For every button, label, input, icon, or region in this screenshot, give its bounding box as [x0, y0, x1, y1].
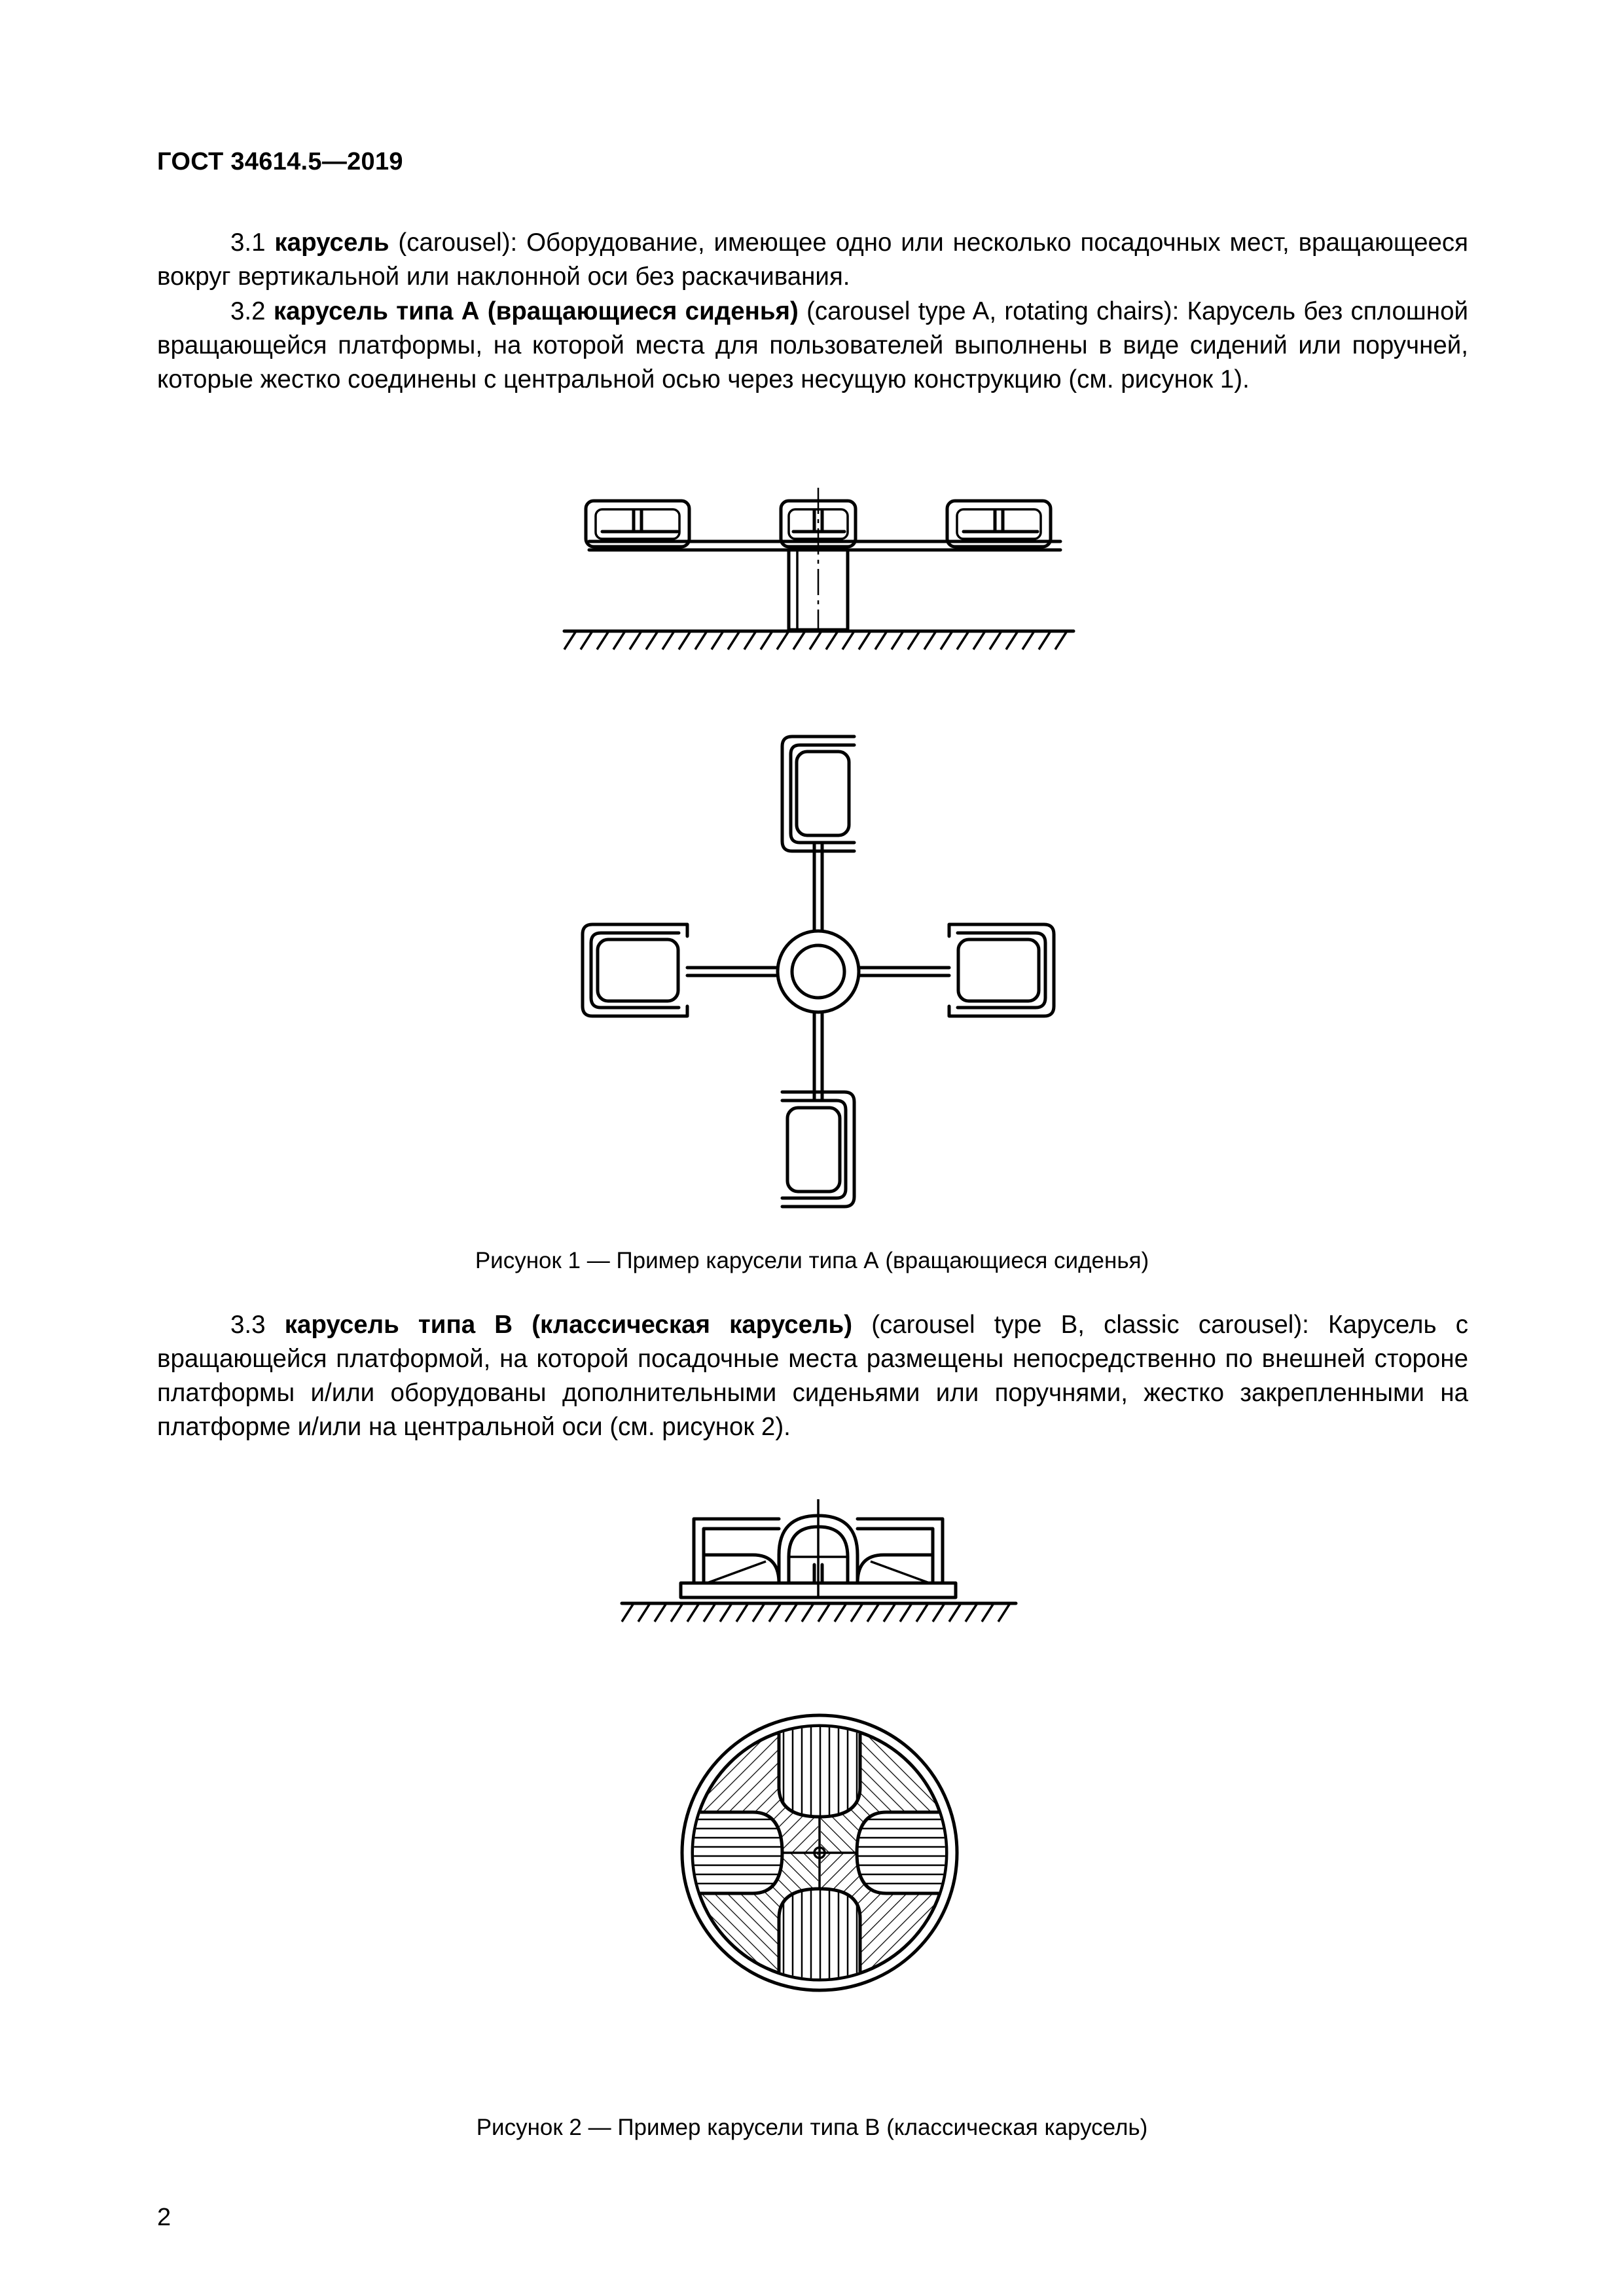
clause-number: 3.2: [230, 297, 266, 325]
figure-2-plan-view: [681, 1715, 958, 1990]
document-header: ГОСТ 34614.5—2019: [157, 148, 403, 175]
page-number: 2: [157, 2204, 171, 2231]
definition-text: (carousel): Оборудование, имеющее одно или несколько посадочных мест, вращающееся вокруг вертикальной или наклонной оси без раскачивания.: [157, 228, 1468, 291]
figure-2-side-view: [622, 1499, 1016, 1622]
figure-1-caption: Рисунок 1 — Пример карусели типа А (вращающиеся сиденья): [475, 1248, 1149, 1273]
figure-2-caption: Рисунок 2 — Пример карусели типа В (классическая карусель): [476, 2115, 1148, 2140]
term: карусель типа А (вращающиеся сиденья): [273, 297, 799, 325]
term: карусель: [274, 228, 389, 257]
clause-number: 3.1: [230, 228, 266, 257]
figure-1-plan-view: [583, 737, 1054, 1207]
definition-text: (carousel type B, classic carousel): Карусель с вращающейся платформой, на которой посадочные места размещены непосредственно по внешней стороне платформы и/или оборудованы дополнительными сиденьями или поручнями, жестко закрепленными на платформе и/или на центральной оси (см. рисунок 2).: [157, 1311, 1468, 1441]
term: карусель типа В (классическая карусель): [284, 1311, 853, 1339]
definition-text: (carousel type A, rotating chairs): Карусель без сплошной вращающейся платформы, на которой места для пользователей выполнены в виде сидений или поручней, которые жестко соединены с центральной осью через несущую конструкцию (см. рисунок 1).: [157, 297, 1468, 393]
clause-number: 3.3: [230, 1311, 266, 1339]
figure-1-side-view: [564, 488, 1074, 649]
